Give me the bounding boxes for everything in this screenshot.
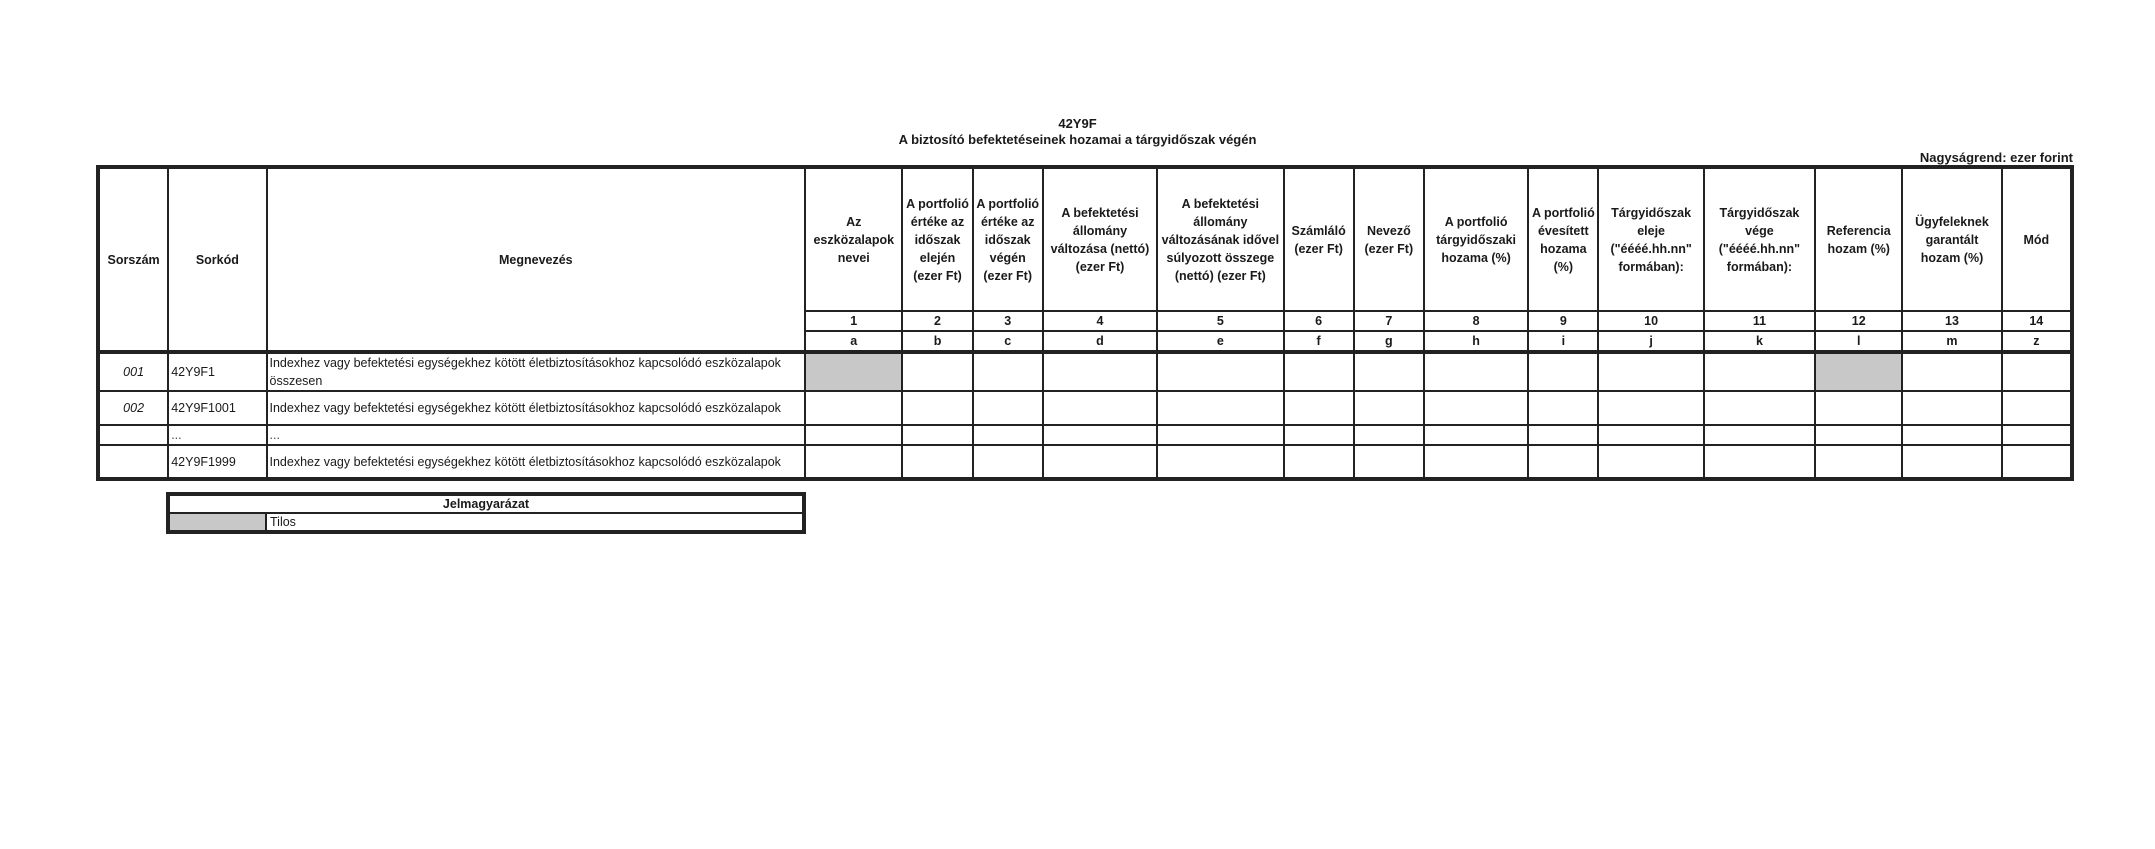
input-cell[interactable] [1354,391,1424,425]
input-cell[interactable] [1902,445,2001,479]
row-name: Indexhez vagy befektetési egységekhez kötött életbiztosításokhoz kapcsolódó eszközalapok összesen [267,352,806,391]
legend-table [166,492,806,534]
col-letter: a [805,331,902,352]
page-title: A biztosító befektetéseinek hozamai a tárgyidőszak végén [898,132,1257,147]
col-letter: z [2002,331,2072,352]
legend-title: Jelmagyarázat [168,494,804,513]
table-row [98,425,2072,445]
input-cell[interactable] [1157,425,1283,445]
col-header-6: Számláló (ezer Ft) [1284,167,1354,311]
col-number: 5 [1157,311,1283,331]
row-code: 42Y9F1001 [168,391,266,425]
row-code: 42Y9F1999 [168,445,266,479]
input-cell[interactable] [1424,391,1528,425]
col-header-2: A portfolió értéke az időszak elején (ezer Ft) [902,167,972,311]
col-header-14: Mód [2002,167,2072,311]
row-code: 42Y9F1 [168,352,266,391]
input-cell[interactable] [805,425,902,445]
col-number: 9 [1528,311,1598,331]
col-number: 12 [1815,311,1902,331]
unit-label: Nagyságrend: ezer forint [1919,150,2073,165]
legend-swatch [168,513,266,532]
input-cell[interactable] [1902,425,2001,445]
input-cell[interactable] [1902,391,2001,425]
col-header-5: A befektetési állomány változásának idővel súlyozott összege (nettó) (ezer Ft) [1157,167,1283,311]
input-cell[interactable] [2002,352,2072,391]
input-cell[interactable] [1704,445,1815,479]
col-header-9: A portfolió évesített hozama (%) [1528,167,1598,311]
input-cell[interactable] [1902,352,2001,391]
col-number: 13 [1902,311,2001,331]
input-cell[interactable] [1528,445,1598,479]
col-number: 3 [973,311,1043,331]
input-cell[interactable] [1157,445,1283,479]
input-cell[interactable] [902,445,972,479]
input-cell[interactable] [2002,445,2072,479]
input-cell[interactable] [1528,391,1598,425]
row-number: 001 [98,352,168,391]
col-header-megnevezes: Megnevezés [267,167,806,352]
input-cell[interactable] [1704,391,1815,425]
col-header-3: A portfolió értéke az időszak végén (ezer Ft) [973,167,1043,311]
col-number: 8 [1424,311,1528,331]
data-table [96,165,2074,481]
input-cell[interactable] [1043,425,1157,445]
input-cell[interactable] [1354,352,1424,391]
input-cell[interactable] [1284,445,1354,479]
input-cell[interactable] [1704,425,1815,445]
col-header-4: A befektetési állomány változása (nettó) (ezer Ft) [1043,167,1157,311]
col-letter: m [1902,331,2001,352]
input-cell[interactable] [1528,425,1598,445]
col-letter: l [1815,331,1902,352]
col-letter: j [1598,331,1703,352]
input-cell[interactable] [1598,352,1703,391]
col-number: 1 [805,311,902,331]
input-cell[interactable] [1424,352,1528,391]
row-number [98,425,168,445]
col-number: 7 [1354,311,1424,331]
input-cell[interactable] [1424,445,1528,479]
input-cell[interactable] [1043,445,1157,479]
col-number: 14 [2002,311,2072,331]
input-cell[interactable] [1043,391,1157,425]
col-header-11: Tárgyidőszak vége ("éééé.hh.nn" formában): [1704,167,1815,311]
input-cell[interactable] [1815,445,1902,479]
input-cell[interactable] [1354,425,1424,445]
row-number [98,445,168,479]
col-number: 4 [1043,311,1157,331]
col-letter: g [1354,331,1424,352]
forbidden-cell [1815,352,1902,391]
table-row [98,391,2072,425]
input-cell[interactable] [1284,352,1354,391]
input-cell[interactable] [902,425,972,445]
col-header-8: A portfolió tárgyidőszaki hozama (%) [1424,167,1528,311]
row-name: ... [267,425,806,445]
input-cell[interactable] [1598,425,1703,445]
input-cell[interactable] [1157,391,1283,425]
col-letter: h [1424,331,1528,352]
input-cell[interactable] [973,352,1043,391]
row-code: ... [168,425,266,445]
col-letter: f [1284,331,1354,352]
input-cell[interactable] [1284,391,1354,425]
row-name: Indexhez vagy befektetési egységekhez kötött életbiztosításokhoz kapcsolódó eszközalapok [267,391,806,425]
col-header-sorkod: Sorkód [168,167,266,352]
input-cell[interactable] [902,391,972,425]
input-cell[interactable] [1815,391,1902,425]
input-cell[interactable] [1528,352,1598,391]
col-number: 6 [1284,311,1354,331]
input-cell[interactable] [973,391,1043,425]
col-letter: c [973,331,1043,352]
col-letter: k [1704,331,1815,352]
row-name: Indexhez vagy befektetési egységekhez kötött életbiztosításokhoz kapcsolódó eszközalapok [267,445,806,479]
input-cell[interactable] [1043,352,1157,391]
header-row [98,167,2072,311]
input-cell[interactable] [902,352,972,391]
input-cell[interactable] [973,425,1043,445]
col-letter: e [1157,331,1283,352]
col-header-7: Nevező (ezer Ft) [1354,167,1424,311]
input-cell[interactable] [805,445,902,479]
col-number: 2 [902,311,972,331]
col-number: 11 [1704,311,1815,331]
table-row [98,445,2072,479]
col-header-13: Ügyfeleknek garantált hozam (%) [1902,167,2001,311]
input-cell[interactable] [1598,445,1703,479]
col-header-sorszam: Sorszám [98,167,168,352]
input-cell[interactable] [973,445,1043,479]
col-letter: i [1528,331,1598,352]
input-cell[interactable] [1157,352,1283,391]
input-cell[interactable] [1704,352,1815,391]
input-cell[interactable] [2002,391,2072,425]
col-header-12: Referencia hozam (%) [1815,167,1902,311]
form-code: 42Y9F [1058,116,1097,131]
input-cell[interactable] [1424,425,1528,445]
input-cell[interactable] [2002,425,2072,445]
col-letter: d [1043,331,1157,352]
forbidden-cell [805,352,902,391]
col-number: 10 [1598,311,1703,331]
input-cell[interactable] [1598,391,1703,425]
row-number: 002 [98,391,168,425]
col-letter: b [902,331,972,352]
col-header-10: Tárgyidőszak eleje ("éééé.hh.nn" formában): [1598,167,1703,311]
input-cell[interactable] [1284,425,1354,445]
input-cell[interactable] [1815,425,1902,445]
input-cell[interactable] [1354,445,1424,479]
table-row [98,352,2072,391]
input-cell[interactable] [805,391,902,425]
col-header-1: Az eszközalapok nevei [805,167,902,311]
legend-label: Tilos [266,513,804,532]
